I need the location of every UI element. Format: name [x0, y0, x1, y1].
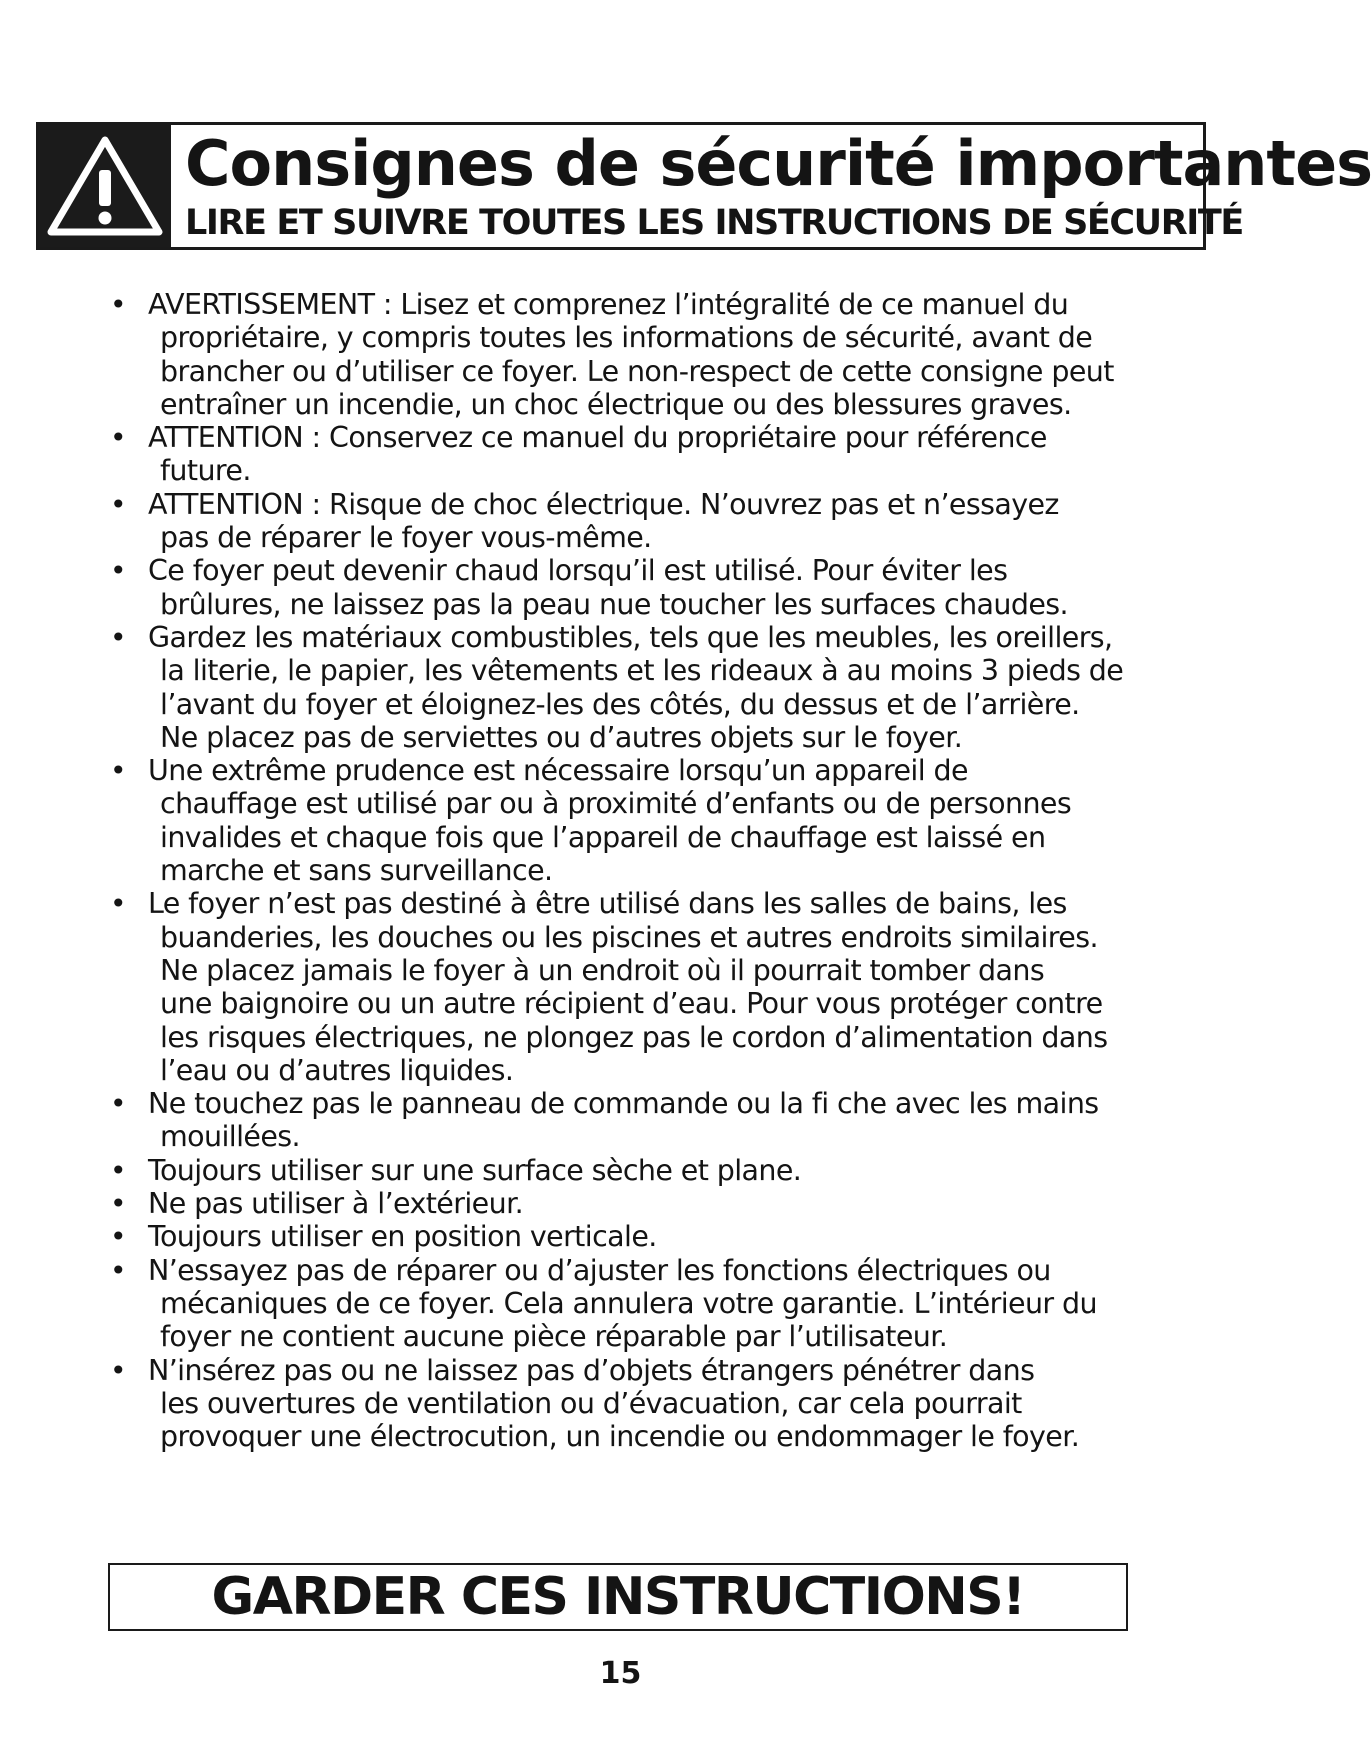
- bullet-dot-icon: •: [110, 421, 126, 455]
- list-item: [108, 1220, 1168, 1253]
- list-item-line: Ne placez pas de serviettes ou d’autres objets sur le foyer.: [160, 720, 963, 754]
- list-item-line: AVERTISSEMENT : Lisez et comprenez l’intégralité de ce manuel du: [148, 288, 1069, 321]
- list-item-line: les risques électriques, ne plongez pas le cordon d’alimentation dans: [160, 1020, 1108, 1054]
- list-item-line: future.: [160, 454, 251, 488]
- list-item: [108, 1087, 1168, 1154]
- list-item-line: entraîner un incendie, un choc électrique ou des blessures graves.: [160, 387, 1072, 421]
- list-item-line: provoquer une électrocution, un incendie ou endommager le foyer.: [160, 1420, 1080, 1454]
- list-item-line: l’avant du foyer et éloignez-les des côtés, du dessus et de l’arrière.: [160, 687, 1080, 721]
- page-subtitle: LIRE ET SUIVRE TOUTES LES INSTRUCTIONS DE SÉCURITÉ: [185, 203, 1243, 243]
- warning-triangle-icon: [45, 134, 165, 238]
- list-item-line: ATTENTION : Risque de choc électrique. N’ouvrez pas et n’essayez: [148, 487, 1059, 521]
- bullet-dot-icon: •: [110, 1087, 126, 1121]
- bullet-dot-icon: •: [110, 620, 126, 654]
- list-item-line: les ouvertures de ventilation ou d’évacuation, car cela pourrait: [160, 1386, 1022, 1420]
- list-item-line: Ce foyer peut devenir chaud lorsqu’il est utilisé. Pour éviter les: [148, 554, 1008, 588]
- list-item-line: une baignoire ou un autre récipient d’eau. Pour vous protéger contre: [160, 987, 1103, 1021]
- page-title: Consignes de sécurité importantes: [185, 127, 1372, 200]
- list-item-line: Ne placez jamais le foyer à un endroit où il pourrait tomber dans: [160, 953, 1045, 987]
- list-item-line: N’insérez pas ou ne laissez pas d’objets étrangers pénétrer dans: [148, 1353, 1035, 1387]
- list-item: [108, 887, 1168, 1087]
- list-item-line: propriétaire, y compris toutes les informations de sécurité, avant de: [160, 321, 1093, 355]
- list-item-line: ATTENTION : Conservez ce manuel du propriétaire pour référence: [148, 421, 1047, 455]
- list-item-line: Gardez les matériaux combustibles, tels que les meubles, les oreillers,: [148, 620, 1113, 654]
- list-item: [108, 754, 1168, 887]
- list-item-line: mécaniques de ce foyer. Cela annulera votre garantie. L’intérieur du: [160, 1286, 1097, 1320]
- header-text: [171, 125, 1372, 247]
- list-item-line: invalides et chaque fois que l’appareil de chauffage est laissé en: [160, 820, 1046, 854]
- list-item-line: Le foyer n’est pas destiné à être utilisé dans les salles de bains, les: [148, 887, 1067, 921]
- list-item-line: mouillées.: [160, 1120, 300, 1154]
- bullet-dot-icon: •: [110, 887, 126, 921]
- bullet-dot-icon: •: [110, 1253, 126, 1287]
- bullet-dot-icon: •: [110, 1220, 126, 1254]
- list-item-line: Toujours utiliser en position verticale.: [148, 1220, 657, 1254]
- bullet-dot-icon: •: [110, 1353, 126, 1387]
- list-item: [108, 1354, 1168, 1454]
- safety-header: [36, 122, 1372, 250]
- keep-instructions-banner: [108, 1563, 1128, 1631]
- list-item: [108, 554, 1168, 621]
- list-item-line: marche et sans surveillance.: [160, 854, 553, 888]
- list-item-line: Ne pas utiliser à l’extérieur.: [148, 1187, 524, 1221]
- bullet-dot-icon: •: [110, 554, 126, 588]
- page-number: 15: [599, 1656, 642, 1691]
- list-item-line: brancher ou d’utiliser ce foyer. Le non-respect de cette consigne peut: [160, 354, 1114, 388]
- list-item: [108, 1254, 1168, 1354]
- bullet-dot-icon: •: [110, 754, 126, 788]
- banner-text: GARDER CES INSTRUCTIONS!: [211, 1567, 1025, 1627]
- list-item-line: pas de réparer le foyer vous-même.: [160, 521, 652, 555]
- safety-instructions-list: [108, 288, 1168, 1453]
- bullet-dot-icon: •: [110, 288, 126, 321]
- list-item-line: Ne touchez pas le panneau de commande ou la fi che avec les mains: [148, 1087, 1099, 1121]
- list-item-line: N’essayez pas de réparer ou d’ajuster les fonctions électriques ou: [148, 1253, 1051, 1287]
- list-item-line: Toujours utiliser sur une surface sèche et plane.: [148, 1153, 802, 1187]
- list-item-line: chauffage est utilisé par ou à proximité d’enfants ou de personnes: [160, 787, 1072, 821]
- list-item-line: l’eau ou d’autres liquides.: [160, 1053, 514, 1087]
- list-item-line: foyer ne contient aucune pièce réparable par l’utilisateur.: [160, 1320, 948, 1354]
- list-item: [108, 488, 1168, 555]
- list-item: [108, 1154, 1168, 1187]
- list-item-line: la literie, le papier, les vêtements et les rideaux à au moins 3 pieds de: [160, 654, 1124, 688]
- list-item-line: buanderies, les douches ou les piscines et autres endroits similaires.: [160, 920, 1098, 954]
- list-item-line: Une extrême prudence est nécessaire lorsqu’un appareil de: [148, 754, 968, 788]
- bullet-dot-icon: •: [110, 1153, 126, 1187]
- list-item: [108, 621, 1168, 754]
- list-item-line: brûlures, ne laissez pas la peau nue toucher les surfaces chaudes.: [160, 587, 1068, 621]
- warning-icon-box: [39, 125, 171, 247]
- list-item: [108, 421, 1168, 488]
- bullet-dot-icon: •: [110, 487, 126, 521]
- list-item: [108, 1187, 1168, 1220]
- list-item: [108, 288, 1168, 421]
- bullet-dot-icon: •: [110, 1187, 126, 1221]
